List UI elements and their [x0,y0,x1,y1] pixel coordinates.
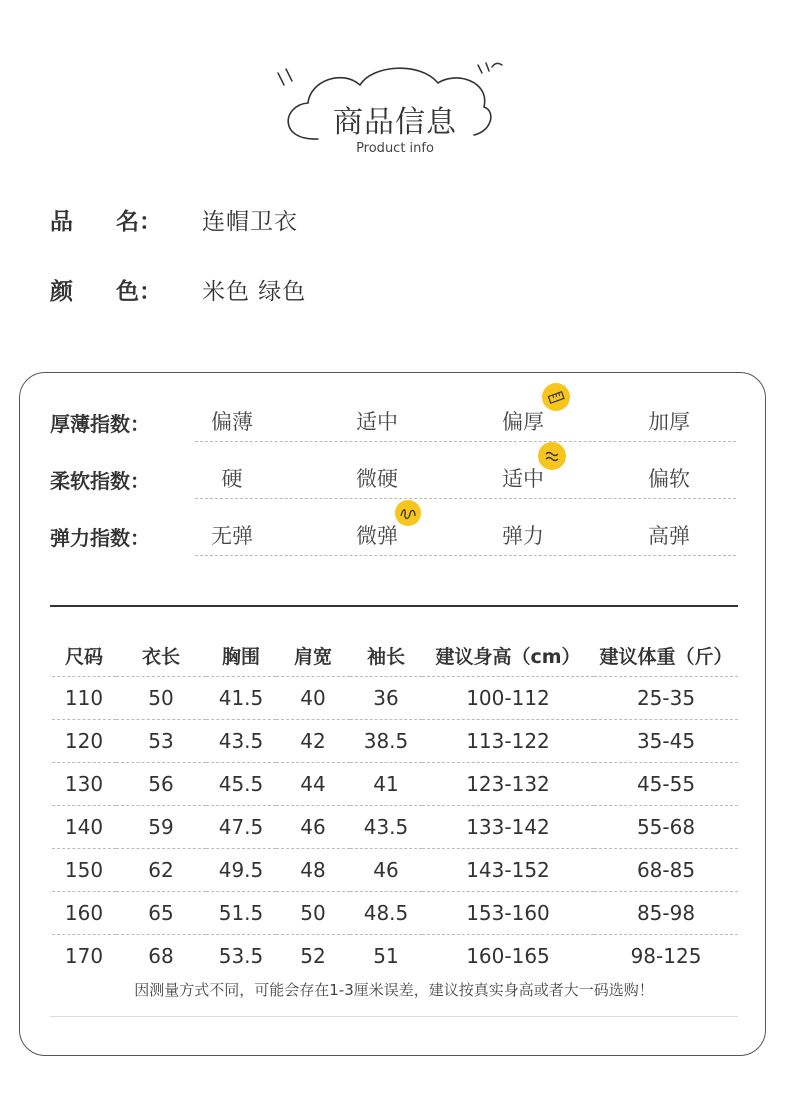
index-label: 厚薄指数： [50,412,150,436]
table-cell: 51 [373,944,399,968]
table-cell: 68 [148,944,174,968]
index-option: 适中 [356,410,398,434]
table-cell: 130 [52,763,116,806]
column-header: 衣长 [116,634,206,677]
table-cell: 98-125 [630,944,702,968]
section-title: 商品信息 [333,105,457,140]
table-cell: 51.5 [206,892,276,935]
table-cell: 46 [276,806,350,849]
table-cell: 43.5 [350,806,422,849]
index-option: 高弹 [648,524,690,548]
table-row [52,935,738,978]
note-divider [50,1016,738,1017]
index-row-elasticity [50,516,736,556]
index-option: 微硬 [356,467,398,491]
table-cell: 45-55 [594,763,738,806]
table-cell: 53 [116,720,206,763]
column-header: 肩宽 [276,634,350,677]
column-header: 建议身高（cm） [422,634,594,677]
table-cell: 143-152 [422,849,594,892]
table-cell: 25-35 [594,677,738,720]
measurement-note: 因测量方式不同，可能会存在1-3厘米误差，建议按真实身高或者大一码选购！ [134,981,654,999]
table-cell: 45.5 [206,763,276,806]
size-table [52,634,738,977]
table-cell: 46 [350,849,422,892]
info-label-char: 名： [116,209,162,235]
index-option: 微弹 [356,524,398,548]
info-row-name [50,203,298,236]
table-cell: 50 [276,892,350,935]
section-header [0,0,790,175]
table-cell: 42 [276,720,350,763]
index-label: 柔软指数： [50,469,150,493]
info-label-char: 品 [50,209,73,235]
table-cell: 62 [116,849,206,892]
table-cell: 160 [52,892,116,935]
index-option: 偏薄 [211,410,253,434]
column-header: 胸围 [206,634,276,677]
table-cell: 53.5 [218,944,264,968]
table-cell: 123-132 [422,763,594,806]
column-header: 尺码 [52,634,116,677]
table-cell: 44 [276,763,350,806]
wave-icon [538,442,566,470]
table-row [52,806,738,849]
index-option: 偏软 [648,467,690,491]
table-cell: 38.5 [350,720,422,763]
table-cell: 100-112 [422,677,594,720]
info-label-char: 颜 [50,279,73,305]
dashed-divider [195,441,736,442]
table-cell: 48 [276,849,350,892]
table-header-row [52,634,738,677]
table-cell: 43.5 [206,720,276,763]
table-cell: 59 [116,806,206,849]
section-subtitle: Product info [356,141,434,156]
table-row [52,763,738,806]
index-row-softness [50,459,736,499]
column-header: 袖长 [350,634,422,677]
index-option: 适中 [502,467,544,491]
info-label [50,203,202,236]
table-cell: 41.5 [206,677,276,720]
dashed-divider [195,498,736,499]
table-cell: 48.5 [350,892,422,935]
info-row-color [50,273,306,306]
table-cell: 56 [116,763,206,806]
table-cell: 160-165 [466,944,550,968]
index-option: 弹力 [502,524,544,548]
table-cell: 150 [52,849,116,892]
index-option: 无弹 [211,524,253,548]
table-row [52,849,738,892]
table-cell: 35-45 [594,720,738,763]
table-row [52,720,738,763]
table-cell: 153-160 [422,892,594,935]
product-name-value: 连帽卫衣 [202,209,298,235]
dashed-divider [195,555,736,556]
spring-icon [395,500,421,526]
table-cell: 120 [52,720,116,763]
table-cell: 170 [64,944,104,968]
table-cell: 49.5 [206,849,276,892]
product-color-value: 米色 绿色 [202,279,307,305]
table-cell: 47.5 [206,806,276,849]
table-cell: 36 [350,677,422,720]
table-cell: 85-98 [594,892,738,935]
index-option: 偏厚 [502,410,544,434]
table-cell: 40 [276,677,350,720]
table-cell: 52 [300,944,326,968]
table-cell: 113-122 [422,720,594,763]
table-row [52,677,738,720]
index-label: 弹力指数： [50,526,150,550]
table-cell: 50 [116,677,206,720]
table-cell: 133-142 [422,806,594,849]
table-cell: 55-68 [594,806,738,849]
index-row-thickness [50,402,736,442]
table-cell: 110 [52,677,116,720]
table-cell: 65 [116,892,206,935]
table-cell: 140 [52,806,116,849]
info-label-char: 色： [116,279,162,305]
index-option: 加厚 [648,410,690,434]
table-cell: 68-85 [594,849,738,892]
ruler-icon [542,383,570,411]
column-header: 建议体重（斤） [594,634,738,677]
table-cell: 41 [350,763,422,806]
info-label [50,273,202,306]
section-divider [50,605,738,607]
index-option: 硬 [221,467,243,491]
table-row [52,892,738,935]
